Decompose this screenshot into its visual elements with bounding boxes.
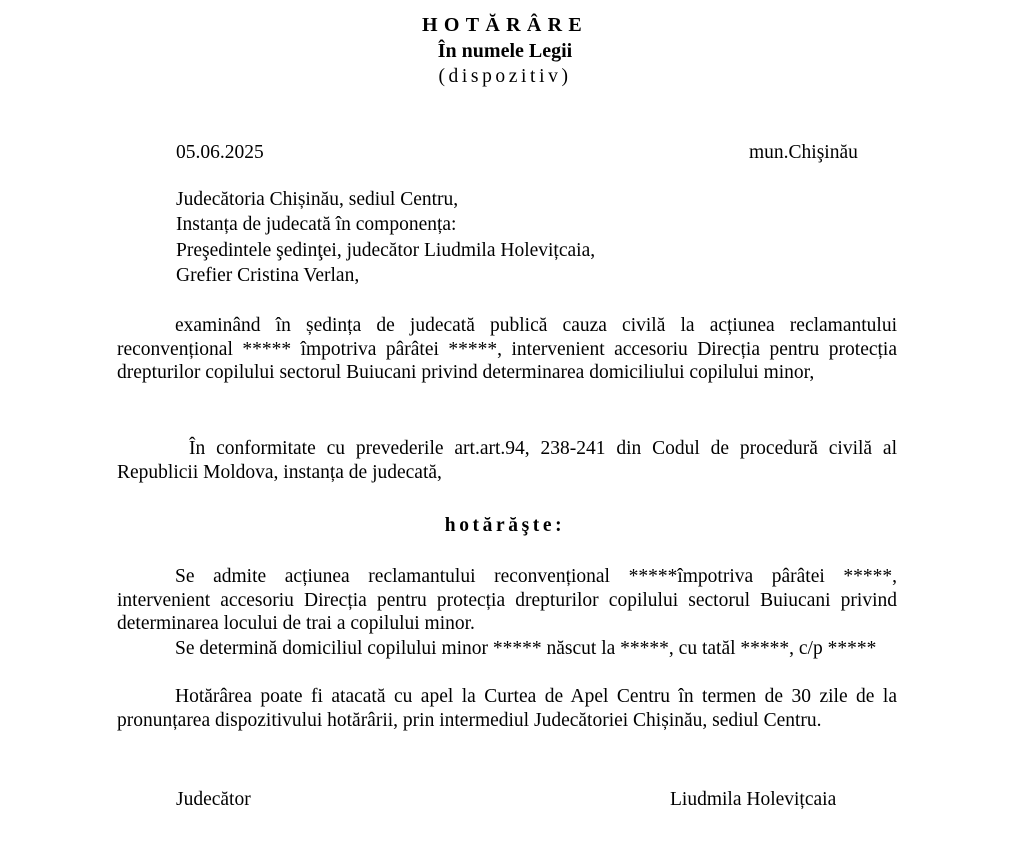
court-line: Instanța de judecată în componența: [176,214,457,235]
signature-name: Liudmila Holevițcaia [670,789,837,810]
court-line: Grefier Cristina Verlan, [176,265,360,286]
decides-heading: hotărăşte: [444,515,566,536]
document-type: (dispozitiv) [438,66,572,87]
decision-paragraph-2: Se determină domiciliul copilului minor ***** născut la *****, cu tatăl *****, c/p ***** [175,638,877,659]
document-subtitle: În numele Legii [437,40,573,62]
signature-role: Judecător [176,789,251,810]
court-line: Judecătoria Chișinău, sediul Centru, [176,189,459,210]
court-line: Preşedintele şedinţei, judecător Liudmila Holevițcaia, [176,240,596,261]
legal-basis-paragraph: În conformitate cu prevederile art.art.94, 238-241 din Codul de procedură civilă al Republicii Moldova, instanța de judecată, [117,438,897,483]
decision-location: mun.Chişinău [749,142,858,163]
decision-paragraph-1: Se admite acțiunea reclamantului reconvențional *****împotriva pârâtei *****, intervenient accesoriu Direcția pentru protecția drepturilor copilului sectorul Buiucani privind determinarea locului de trai a copilului minor. [117,566,897,634]
examining-paragraph: examinând în ședința de judecată publică cauza civilă la acțiunea reclamantului reconvențional ***** împotriva pârâtei *****, intervenient accesoriu Direcția pentru protecția drepturilor copilului sectorul Buiucani privind determinarea domiciliului copilului minor, [117,315,897,383]
document-title: HOTĂRÂRE [422,14,588,36]
appeal-paragraph: Hotărârea poate fi atacată cu apel la Curtea de Apel Centru în termen de 30 zile de la pronunțarea dispozitivului hotărârii, prin intermediul Judecătoriei Chișinău, sediul Centru. [117,686,897,731]
decision-date: 05.06.2025 [176,142,264,163]
